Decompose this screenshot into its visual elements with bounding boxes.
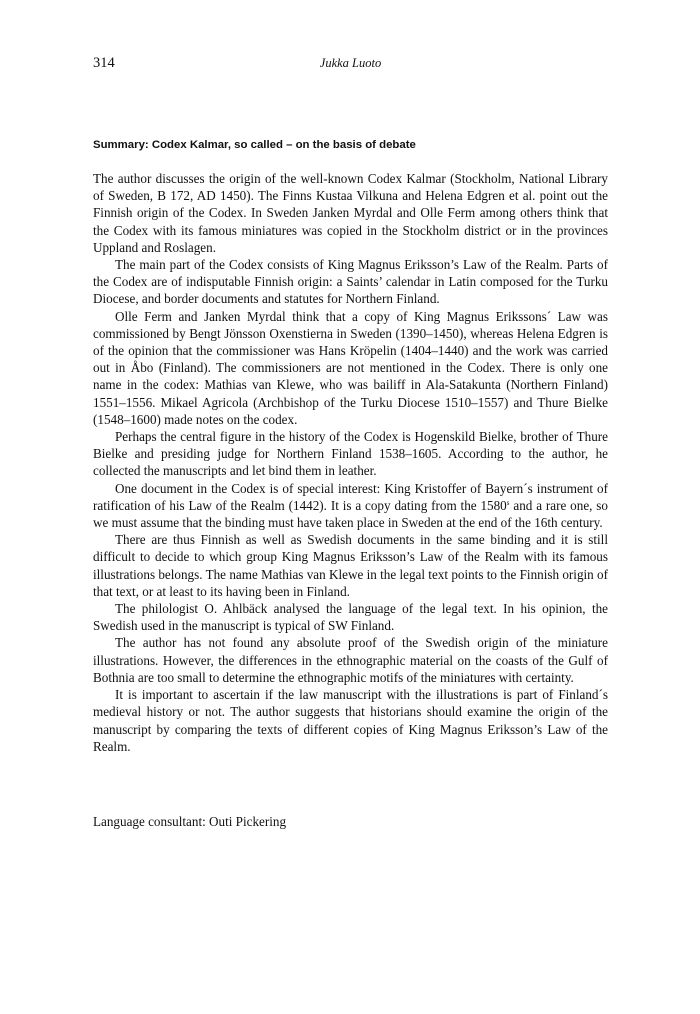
paragraph-7: The philologist O. Ahlbäck analysed the language of the legal text. In his opinion, the Swedish used in the manuscript is typical of SW Finland.	[93, 601, 608, 634]
running-header	[93, 55, 608, 75]
ordinal-superscript: s	[506, 498, 510, 507]
summary-heading: Summary: Codex Kalmar, so called – on the basis of debate	[93, 139, 416, 151]
paragraph-8: The author has not found any absolute proof of the Swedish origin of the miniature illustrations. However, the differences in the ethnographic material on the coasts of the Gulf of Bothnia are too small to determine the ethnographic motifs of the miniatures with certainty.	[93, 635, 608, 685]
running-author: Jukka Luoto	[319, 56, 382, 70]
language-consultant: Language consultant: Outi Pickering	[93, 814, 287, 829]
paragraph-5-text: One document in the Codex is of special interest: King Kristoffer of Bayern´s instrument of ratification of his Law of the Realm (1442). It is a copy dating from the 1580	[93, 480, 608, 513]
summary-body	[93, 170, 608, 755]
paragraph-3: Olle Ferm and Janken Myrdal think that a copy of King Magnus Erikssons´ Law was commissioned by Bengt Jönsson Oxenstierna in Sweden (1390–1450), whereas Helena Edgren is of the opinion that the commissioner was Hans Kröpelin (1404–1440) and the work was carried out in Åbo (Finland). The commissioners are not mentioned in the Codex. There is only one name in the codex: Mathias van Klewe, who was bailiff in Ala-Satakunta (Northern Finland) 1551–1556. Mikael Agricola (Archbishop of the Turku Diocese 1510–1557) and Thure Bielke (1548–1600) made notes on the codex.	[93, 308, 608, 427]
paragraph-6: There are thus Finnish as well as Swedish documents in the same binding and it is still difficult to decide to which group King Magnus Eriksson’s Law of the Realm with its famous illustrations belongs. The name Mathias van Klewe in the legal text points to the Finnish origin of that text, or at least to its having been in Finland.	[93, 532, 608, 599]
paragraph-9: It is important to ascertain if the law manuscript with the illustrations is part of Finland´s medieval history or not. The author suggests that historians should examine the origin of the manuscript by comparing the texts of different copies of King Magnus Eriksson’s Law of the Realm.	[93, 687, 608, 754]
page-number: 314	[93, 55, 115, 71]
paragraph-5	[93, 480, 608, 532]
paragraph-4: Perhaps the central figure in the history of the Codex is Hogenskild Bielke, brother of Thure Bielke and presiding judge for Northern Finland 1538–1605. According to the author, he collected the manuscripts and let bind them in leather.	[93, 429, 608, 479]
paragraph-2: The main part of the Codex consists of King Magnus Eriksson’s Law of the Realm. Parts of the Codex are of indisputable Finnish origin: a Saints’ calendar in Latin composed for the Turku Diocese, and border documents and statutes for Northern Finland.	[93, 257, 608, 307]
paragraph-5-tail: and a rare one, so we must assume that the binding must have taken place in Sweden at the end of the 16th century.	[93, 497, 608, 531]
paragraph-1: The author discusses the origin of the well-known Codex Kalmar (Stockholm, National Library of Sweden, B 172, AD 1450). The Finns Kustaa Vilkuna and Helena Edgren et al. point out the Finnish origin of the Codex. In Sweden Janken Myrdal and Olle Ferm among others think that the Codex with its famous miniatures was copied in the Stockholm district or in the provinces Uppland and Roslagen.	[93, 171, 608, 255]
